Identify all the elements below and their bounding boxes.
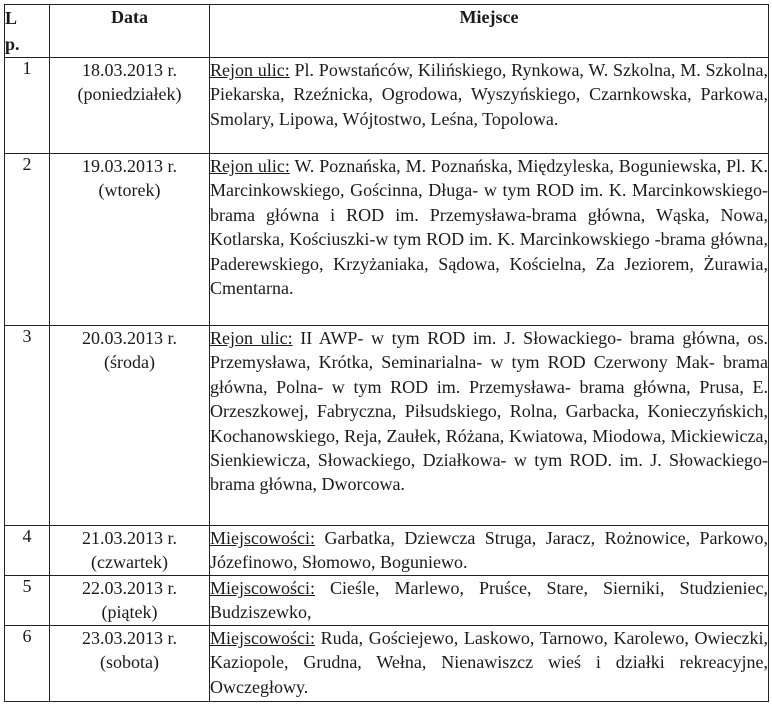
table-row [5, 626, 769, 702]
date-value: 18.03.2013 r. [81, 60, 177, 80]
weekday: (piątek) [101, 602, 158, 622]
place-list: Ruda, Gościejewo, Laskowo, Tarnowo, Karolewo, Owieczki, Kaziopole, Grudna, Wełna, Nienawiszcz wieś i działki rekreacyjne, Owczegłowy. [210, 628, 769, 697]
date-cell [50, 58, 210, 154]
row-number: 3 [5, 326, 50, 526]
date-value: 19.03.2013 r. [81, 156, 177, 176]
date-cell [50, 326, 210, 526]
place-list: W. Poznańska, M. Poznańska, Międzyleska, Boguniewska, Pl. K. Marcinkowskiego, Gościnna, Długa- w tym ROD im. K. Marcinkowskiego-brama główna i ROD im. Przemysława-brama główna, Wąska, Nowa, Kotlarska, Kościuszki-w tym ROD im. K. Marcinkowskiego -brama główna, Paderewskiego, Krzyżaniaka, Sądowa, Kościelna, Za Jeziorem, Żurawia, Cmentarna. [210, 156, 768, 299]
date-value: 23.03.2013 r. [81, 628, 177, 648]
weekday: (środa) [104, 352, 155, 372]
weekday: (poniedziałek) [77, 84, 182, 104]
date-cell [50, 526, 210, 576]
header-row [5, 5, 769, 58]
place-cell [210, 576, 769, 626]
row-number: 2 [5, 154, 50, 326]
place-cell [210, 154, 769, 326]
weekday: (czwartek) [91, 552, 168, 572]
place-cell [210, 626, 769, 702]
schedule-table [4, 4, 769, 702]
place-list: Cieśle, Marlewo, Pruśce, Stare, Sierniki, Studzieniec, Budziszewko, [210, 578, 768, 623]
place-list: Pl. Powstańców, Kilińskiego, Rynkowa, W. Szkolna, M. Szkolna, Piekarska, Rzeźnicka, Ogrodowa, Wyszyńskiego, Czarnkowska, Parkowa, Smolary, Lipowa, Wójtostwo, Leśna, Topolowa. [210, 60, 768, 129]
place-cell [210, 58, 769, 154]
place-label: Rejon ulic: [210, 156, 290, 176]
place-label: Rejon ulic: [210, 60, 290, 80]
place-list: Garbatka, Dziewcza Struga, Jaracz, Rożnowice, Parkowo, Józefinowo, Słomowo, Boguniewo. [210, 528, 769, 573]
place-cell [210, 526, 769, 576]
table-row [5, 526, 769, 576]
date-cell [50, 154, 210, 326]
row-number: 5 [5, 576, 50, 626]
table-row [5, 154, 769, 326]
weekday: (sobota) [100, 652, 159, 672]
place-label: Miejscowości: [210, 528, 315, 548]
date-value: 22.03.2013 r. [81, 578, 177, 598]
place-cell [210, 326, 769, 526]
date-value: 20.03.2013 r. [81, 328, 177, 348]
lp-header-line2: p. [5, 34, 20, 54]
place-list: II AWP- w tym ROD im. J. Słowackiego- brama główna, os. Przemysława, Krótka, Seminarialna- w tym ROD Czerwony Mak- brama główna, Polna- w tym ROD im. Przemysława- brama główna, Prusa, E. Orzeszkowej, Fabryczna, Piłsudskiego, Rolna, Garbacka, Konieczyńskich, Kochanowskiego, Reja, Zaułek, Różana, Kwiatowa, Miodowa, Mickiewicza, Sienkiewicza, Słowackiego, Działkowa- w tym ROD. im. J. Słowackiego-brama główna, Dworcowa. [210, 328, 768, 495]
row-number: 6 [5, 626, 50, 702]
row-number: 4 [5, 526, 50, 576]
row-number: 1 [5, 58, 50, 154]
date-header: Data [50, 5, 210, 58]
place-label: Miejscowości: [210, 578, 315, 598]
date-value: 21.03.2013 r. [81, 528, 177, 548]
table-row [5, 58, 769, 154]
place-header: Miejsce [210, 5, 769, 58]
date-cell [50, 626, 210, 702]
weekday: (wtorek) [98, 180, 161, 200]
lp-header [5, 5, 50, 58]
table-row [5, 576, 769, 626]
table-row [5, 326, 769, 526]
date-cell [50, 576, 210, 626]
place-label: Rejon ulic: [210, 328, 293, 348]
lp-header-line1: L [5, 8, 18, 28]
place-label: Miejscowości: [210, 628, 315, 648]
